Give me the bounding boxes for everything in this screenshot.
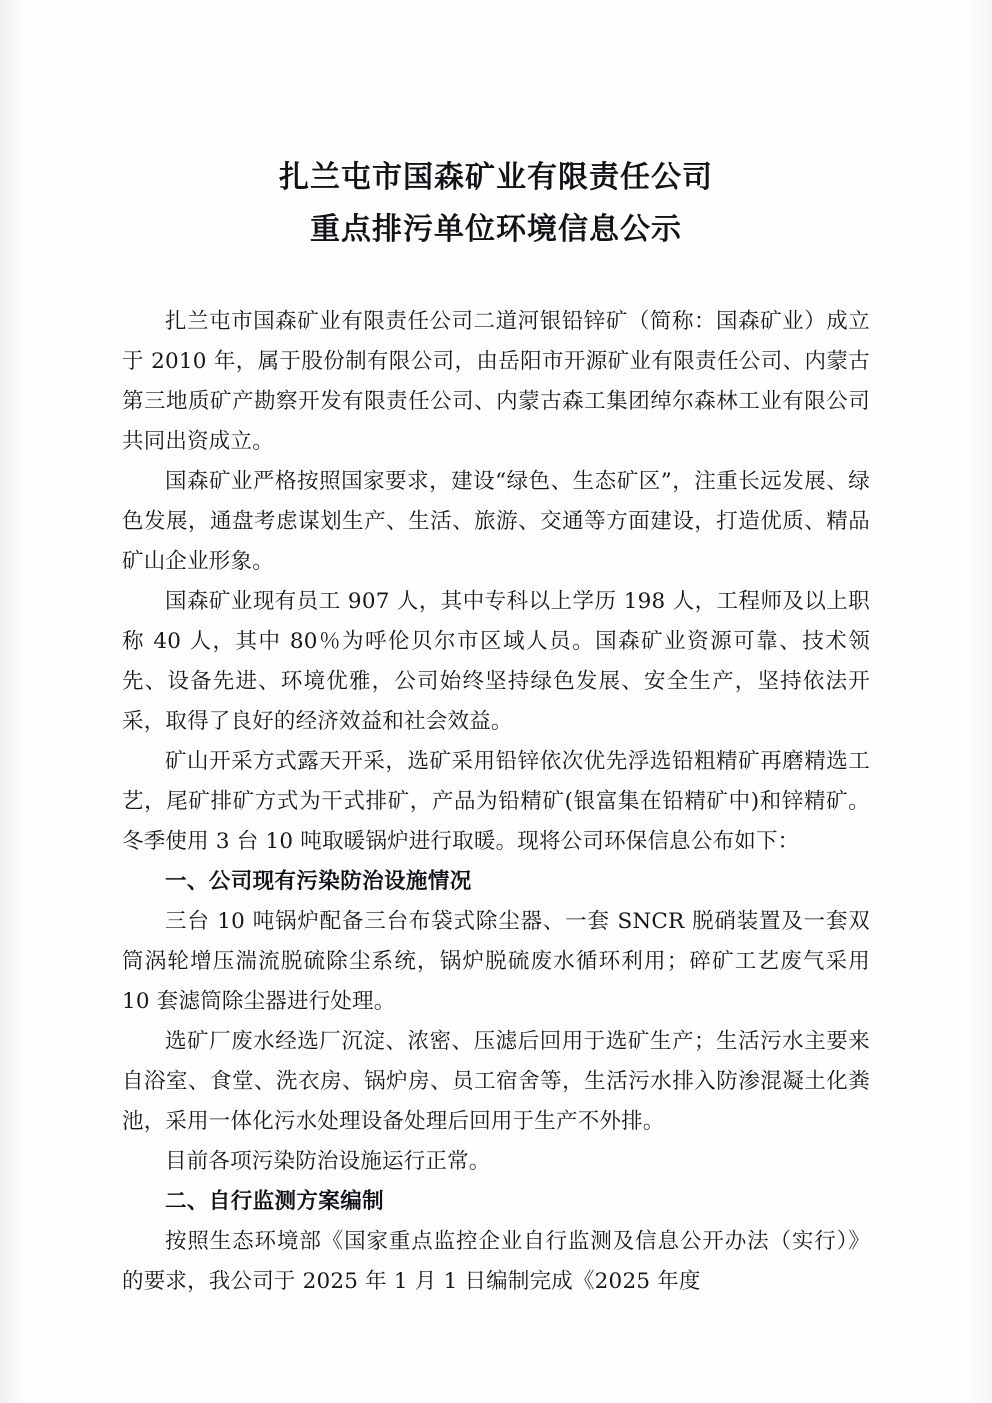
paragraph-3: 国森矿业现有员工 907 人，其中专科以上学历 198 人，工程师及以上职称 40 人，其中 80％为呼伦贝尔市区域人员。国森矿业资源可靠、技术领先、设备先进、环境优雅，公司始终坚持绿色发展、安全生产，坚持依法开采，取得了良好的经济效益和社会效益。 [122,589,870,734]
document-title [122,0,870,256]
section-heading-2: 二、自行监测方案编制 [165,1189,385,1214]
document-title-text [122,152,870,256]
document-content [122,0,870,1302]
document-title-line-1: 扎兰屯市国森矿业有限责任公司 [279,160,713,195]
paragraph-7: 目前各项污染防治设施运行正常。 [165,1149,491,1174]
paragraph-1: 扎兰屯市国森矿业有限责任公司二道河银铅锌矿（简称：国森矿业）成立于 2010 年，属于股份制有限公司，由岳阳市开源矿业有限责任公司、内蒙古第三地质矿产勘察开发有限责任公司、内蒙古森工集团绰尔森林工业有限公司共同出资成立。 [122,309,870,454]
document-title-line-2: 重点排污单位环境信息公示 [310,212,682,247]
paragraph-2: 国森矿业严格按照国家要求，建设“绿色、生态矿区”，注重长远发展、绿色发展，通盘考虑谋划生产、生活、旅游、交通等方面建设，打造优质、精品矿山企业形象。 [122,469,870,574]
document-body [122,302,870,1302]
paragraph-5: 三台 10 吨锅炉配备三台布袋式除尘器、一套 SNCR 脱硝装置及一套双筒涡轮增压湍流脱硫除尘系统，锅炉脱硫废水循环利用；碎矿工艺废气采用 10 套滤筒除尘器进行处理。 [122,909,870,1014]
paragraph-6: 选矿厂废水经选厂沉淀、浓密、压滤后回用于选矿生产；生活污水主要来自浴室、食堂、洗衣房、锅炉房、员工宿舍等，生活污水排入防渗混凝土化粪池，采用一体化污水处理设备处理后回用于生产不外排。 [122,1029,870,1134]
paragraph-4: 矿山开采方式露天开采，选矿采用铅锌依次优先浮选铅粗精矿再磨精选工艺，尾矿排矿方式为干式排矿，产品为铅精矿(银富集在铅精矿中)和锌精矿。冬季使用 3 台 10 吨取暖锅炉进行取暖。现将公司环保信息公布如下： [122,749,870,854]
paragraph-8: 按照生态环境部《国家重点监控企业自行监测及信息公开办法（实行）》的要求，我公司于 2025 年 1 月 1 日编制完成《2025 年度 [122,1229,870,1294]
section-heading-1: 一、公司现有污染防治设施情况 [165,869,472,894]
page-right-edge-shading [966,0,992,1403]
page-left-edge-shading [0,0,26,1403]
